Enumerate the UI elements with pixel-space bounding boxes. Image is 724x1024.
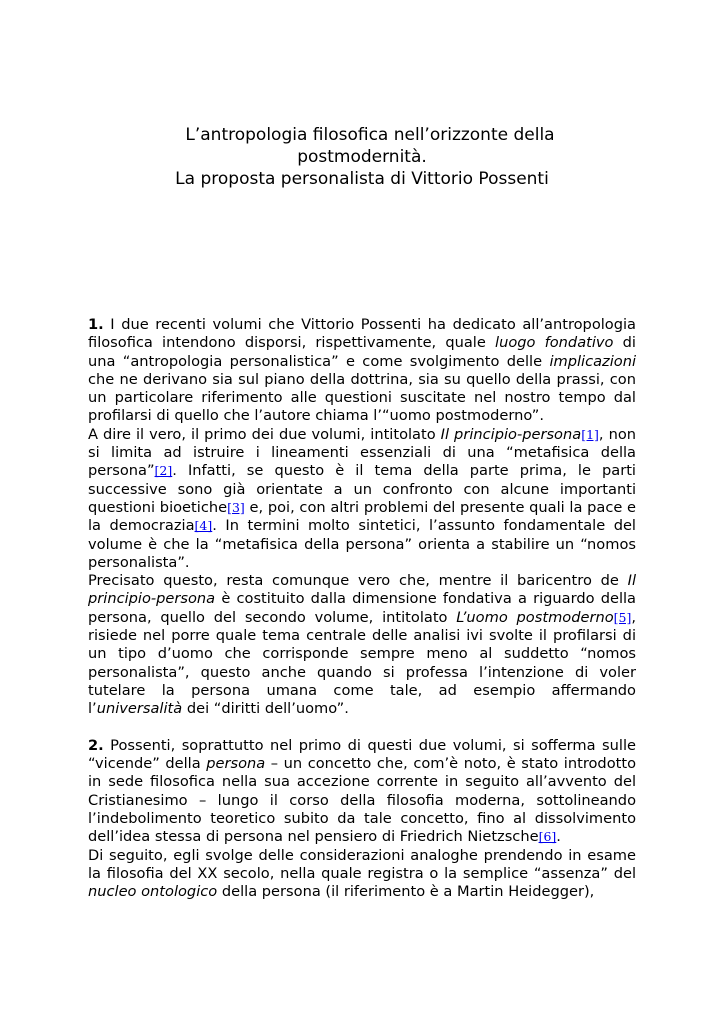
paragraph-gap [88,719,636,737]
section-number: 2. [88,736,104,754]
book-title: Il principio-persona [88,572,636,608]
book-title: Il principio-persona [440,425,582,443]
section-1-paragraph-3: Precisato questo, resta comunque vero che, mentre il baricentro de Il principio-persona è costituito dalla dimensione fondativa a riguardo della persona, quello del secondo volume, intitolato L’uomo postmoderno[5], risiede nel porre quale tema centrale delle analisi ivi svolte il profilarsi di un tipo d’uomo che corrisponde sempre meno al suddetto “nomos personalista”, questo anche quando si professa l’intenzione di voler tutelare la persona umana come tale, ad esempio affermando l’universalità dei “diritti dell’uomo”. [88,572,636,718]
title-line-2: postmodernità. [297,147,427,167]
footnote-link-3[interactable]: [3] [227,499,245,515]
section-number: 1. [88,316,104,333]
document-title [88,124,636,190]
emphasis: nucleo ontologico [88,883,218,901]
section-2-paragraph-2: Di seguito, egli svolge delle considerazioni analoghe prendendo in esame la filosofia del XX secolo, nella quale registra o la semplice “assenza” del nucleo ontologico della persona (il riferimento è a Martin Heidegger), [88,846,636,901]
emphasis: implicazioni [549,352,636,370]
footnote-link-4[interactable]: [4] [194,518,213,534]
section-2-paragraph-1: 2. Possenti, soprattutto nel primo di questi due volumi, si sofferma sulle “vicende” della persona – un concetto che, com’è noto, è stato introdotto in sede filosofica nella sua accezione corrente in seguito all’avvento del Cristianesimo – lungo il corso della filosofia moderna, sottolineando l’indebolimento teoretico subito da tale concetto, fino al dissolvimento dell’idea stessa di persona nel pensiero di Friedrich Nietzsche[6]. [88,736,636,846]
section-1-paragraph-2: A dire il vero, il primo dei due volumi, intitolato Il principio-persona[1], non si limita ad istruire i lineamenti essenziali di una “metafisica della persona”[2]. Infatti, se questo è il tema della parte prima, le parti successive sono già orientate a un confronto con alcune importanti questioni bioetiche[3] e, poi, con altri problemi del presente quali la pace e la democrazia[4]. In termini molto sintetici, l’assunto fondamentale del volume è che la “metafisica della persona” orienta a stabilire un “nomos personalista”. [88,425,637,571]
book-title: L’uomo postmoderno [456,608,614,626]
emphasis: universalità [96,700,183,718]
footnote-link-6[interactable]: [6] [538,829,557,845]
section-1-paragraph-1: 1. I due recenti volumi che Vittorio Possenti ha dedicato all’antropologia filosofica intendono disporsi, rispettivamente, quale luogo fondativo di una “antropologia personalistica” e come svolgimento delle implicazioni che ne derivano sia sul piano della dottrina, sia su quello della prassi, con un particolare riferimento alle questioni suscitate nel nostro tempo dal profilarsi di quello che l’autore chiama l’“uomo postmoderno”. [88,316,636,425]
footnote-link-2[interactable]: [2] [154,463,173,479]
title-line-3: La proposta personalista di Vittorio Possenti [175,169,549,189]
emphasis: luogo fondativo [495,334,614,352]
title-line-1: L’antropologia filosofica nell’orizzonte della [185,125,555,145]
footnote-link-5[interactable]: [5] [613,609,632,625]
emphasis: persona [206,755,266,773]
footnote-link-1[interactable]: [1] [581,426,599,442]
document-body [88,316,636,902]
